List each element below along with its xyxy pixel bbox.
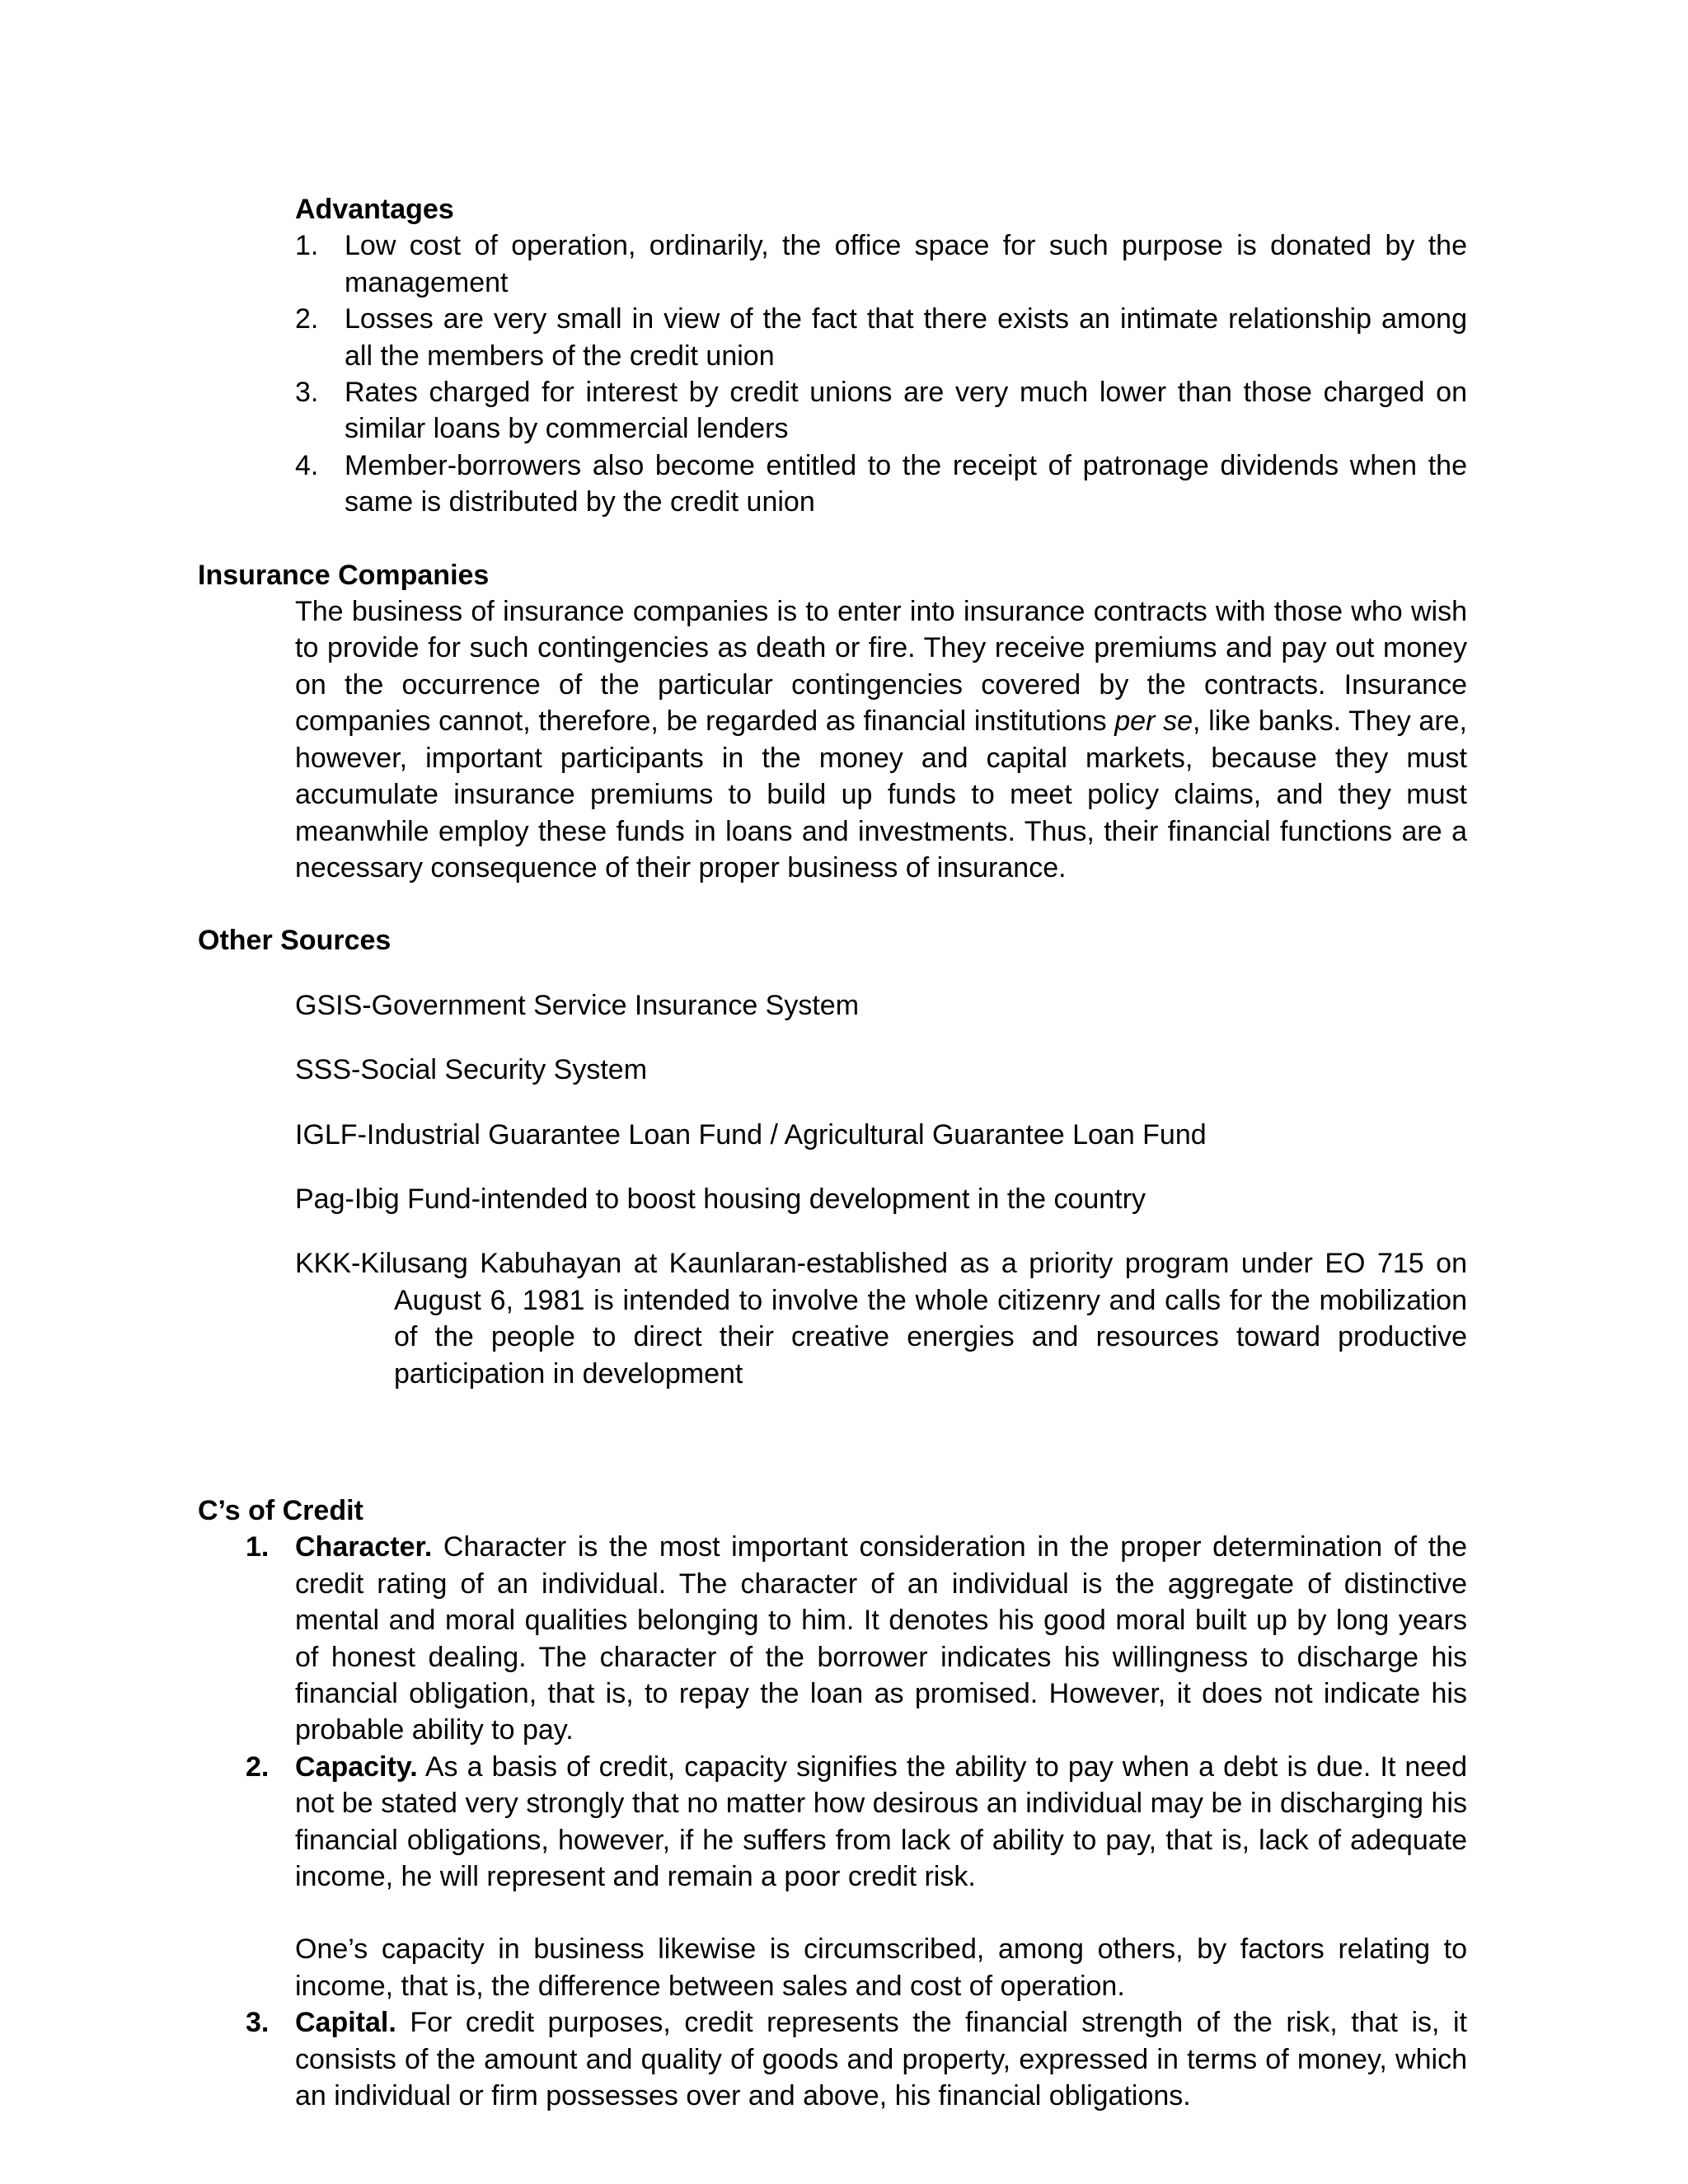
cs-of-credit-heading: C’s of Credit <box>198 1494 363 1526</box>
list-item-extra-paragraph: One’s capacity in business likewise is circumscribed, among others, by factors relating to income, that is, the difference between sales and cost of operation. <box>295 1933 1467 2002</box>
insurance-text-italic: per se <box>1114 705 1193 738</box>
list-item-number: 2. <box>246 1750 270 1783</box>
list-item-number: 3. <box>246 2007 270 2039</box>
list-item-term: Capital. <box>295 2007 396 2039</box>
source-line-iglf: IGLF-Industrial Guarantee Loan Fund / Agricultural Guarantee Loan Fund <box>295 1118 1207 1151</box>
source-line-kkk: KKK-Kilusang Kabuhayan at Kaunlaran-established as a priority program under EO 715 on August 6, 1981 is intended to involve the whole citizenry and calls for the mobilization of the people to direct their creative energies and resources toward productive participation in development <box>295 1248 1467 1390</box>
list-item-text: Rates charged for interest by credit unions are very much lower than those charged on similar loans by commercial lenders <box>345 377 1467 445</box>
list-item-text: Character is the most important consideration in the proper determination of the credit rating of an individual. The character of an individual is the aggregate of distinctive mental and moral qualities belonging to him. It denotes his good moral built up by long years of honest dealing. The character of the borrower indicates his willingness to discharge his financial obligation, that is, to repay the loan as promised. However, it does not indicate his probable ability to pay. <box>295 1531 1467 1746</box>
list-item <box>246 1529 1467 1748</box>
list-item-number: 3. <box>295 377 319 409</box>
list-item-term: Character. <box>295 1531 433 1563</box>
list-item-text: Low cost of operation, ordinarily, the office space for such purpose is donated by the management <box>345 230 1467 298</box>
advantages-heading: Advantages <box>295 194 454 225</box>
list-item-number: 1. <box>295 230 319 262</box>
list-item-text: Losses are very small in view of the fact that there exists an intimate relationship among all the members of the credit union <box>345 303 1467 372</box>
list-item <box>295 301 1467 374</box>
insurance-text-part1: The business of insurance companies is to enter into insurance contracts with those who wish to provide for such contingencies as death or fire. They receive premiums and pay out money on the occurrence of the particular contingencies covered by the contracts. Insurance companies cannot, therefore, be regarded as financial institutions <box>295 596 1467 738</box>
list-item <box>295 448 1467 521</box>
source-line-pag-ibig: Pag-Ibig Fund-intended to boost housing development in the country <box>295 1183 1146 1215</box>
insurance-heading: Insurance Companies <box>198 559 490 591</box>
list-item-number: 4. <box>295 449 319 481</box>
list-item-text: As a basis of credit, capacity signifies the ability to pay when a debt is due. It need not be stated very strongly that no matter how desirous an individual may be in discharging his financial obligations, however, if he suffers from lack of ability to pay, that is, lack of adequate income, he will represent and remain a poor credit risk. <box>295 1750 1467 1893</box>
list-item-text: Member-borrowers also become entitled to the receipt of patronage dividends when the same is distributed by the credit union <box>345 449 1467 518</box>
other-sources-heading: Other Sources <box>198 925 392 957</box>
advantages-list <box>295 227 1467 520</box>
list-item <box>295 374 1467 448</box>
list-item-number: 2. <box>295 303 319 335</box>
list-item-term: Capacity. <box>295 1750 418 1783</box>
list-item <box>246 2004 1467 2114</box>
document-body <box>198 191 1467 2114</box>
list-item-number: 1. <box>246 1531 270 1563</box>
list-item <box>246 1749 1467 2004</box>
source-line-sss: SSS-Social Security System <box>295 1054 648 1086</box>
cs-of-credit-list <box>246 1529 1467 2114</box>
list-item <box>295 227 1467 301</box>
list-item-text: For credit purposes, credit represents the financial strength of the risk, that is, it consists of the amount and quality of goods and property, expressed in terms of money, which an individual or firm possesses over and above, his financial obligations. <box>295 2007 1467 2112</box>
source-line-gsis: GSIS-Government Service Insurance System <box>295 989 860 1021</box>
insurance-text-part2: , like banks. They are, however, important participants in the money and capital markets, because they must accumulate insurance premiums to build up funds to meet policy claims, and they must meanwhile employ these funds in loans and investments. Thus, their financial functions are a necessary consequence of their proper business of insurance. <box>295 705 1467 883</box>
insurance-paragraph <box>295 593 1467 886</box>
